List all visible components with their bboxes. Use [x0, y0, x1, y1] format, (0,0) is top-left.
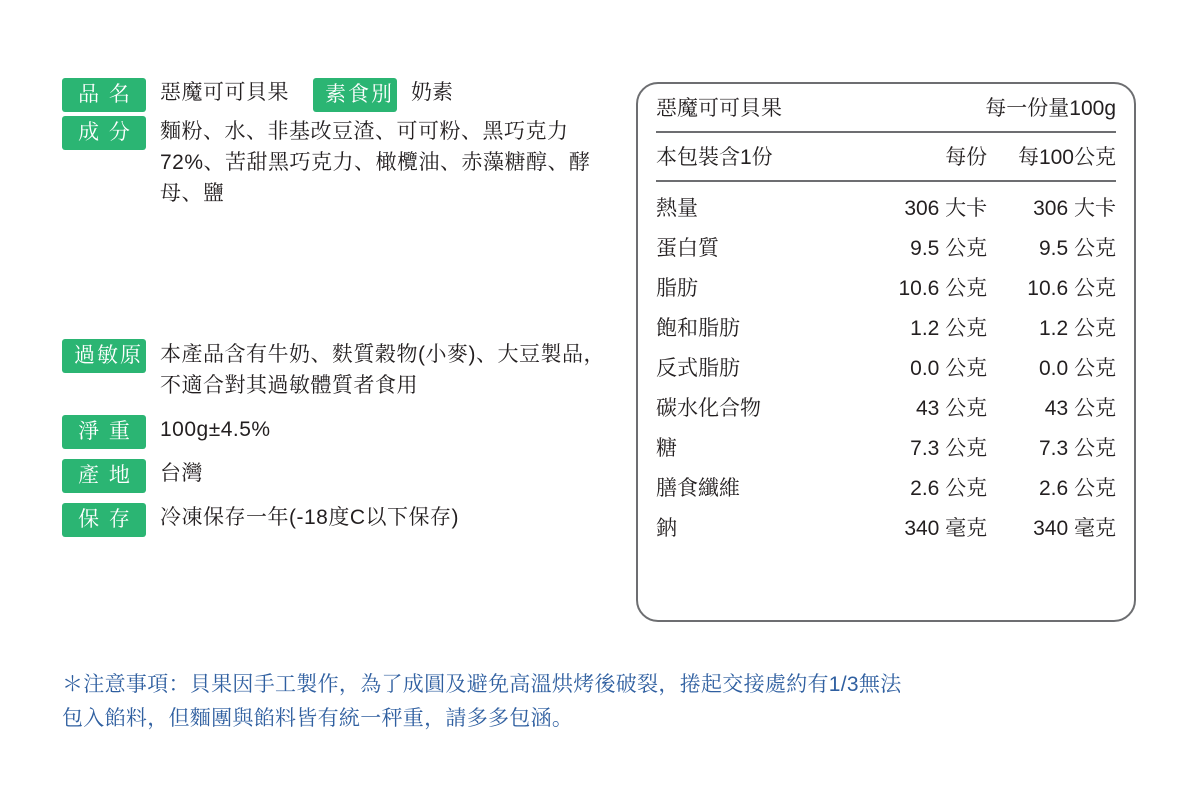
- nutrition-title: 惡魔可可貝果: [656, 84, 858, 132]
- label-product-name: 品 名: [62, 78, 146, 112]
- vegetarian-group: [313, 78, 453, 112]
- column-per-100g: 每100公克: [987, 132, 1116, 181]
- nutrition-serving-size: 每一份量100g: [858, 84, 1116, 132]
- value-net-weight: 100g±4.5%: [160, 418, 271, 441]
- nutrient-per-serving: 340 毫克: [904, 517, 988, 540]
- nutrient-name: 鈉: [656, 517, 677, 540]
- footnote-line-1: ＊注意事項：貝果因手工製作，為了成圓及避免高溫烘烤後破裂，捲起交接處約有1/3無法: [62, 673, 902, 696]
- nutrient-per-serving: 1.2 公克: [910, 317, 988, 340]
- label-allergen: 過敏原: [62, 339, 146, 373]
- nutrient-per-serving: 2.6 公克: [910, 477, 988, 500]
- ingredients-row: [62, 116, 622, 209]
- nutrient-per-100g: 306 大卡: [1033, 197, 1116, 220]
- product-info-block: [62, 78, 622, 541]
- nutrient-name: 蛋白質: [656, 237, 719, 260]
- label-vegetarian-type: 素食別: [313, 78, 397, 112]
- value-product-name: 惡魔可可貝果: [160, 81, 289, 104]
- value-storage: 冷凍保存一年(-18度C以下保存): [160, 506, 460, 529]
- nutrient-per-serving: 10.6 公克: [898, 277, 988, 300]
- table-row: [656, 267, 1116, 307]
- table-row: [656, 387, 1116, 427]
- value-origin: 台灣: [160, 462, 203, 485]
- net-weight-row: [62, 415, 622, 449]
- nutrition-table: [656, 84, 1116, 547]
- allergen-row: [62, 339, 622, 401]
- nutrient-name: 脂肪: [656, 277, 698, 300]
- nutrient-name: 反式脂肪: [656, 357, 740, 380]
- footnote-line-2: 包入餡料，但麵團與餡料皆有統一秤重，請多多包涵。: [62, 707, 574, 730]
- nutrient-per-100g: 2.6 公克: [1038, 477, 1116, 500]
- label-net-weight: 淨 重: [62, 415, 146, 449]
- nutrient-per-100g: 9.5 公克: [1038, 237, 1116, 260]
- table-row: [656, 307, 1116, 347]
- nutrient-name: 碳水化合物: [656, 397, 761, 420]
- nutrient-name: 膳食纖維: [656, 477, 740, 500]
- table-row: [656, 181, 1116, 227]
- value-allergen: 本產品含有牛奶、麩質穀物(小麥)、大豆製品，不適合對其過敏體質者食用: [160, 343, 605, 397]
- table-row: [656, 227, 1116, 267]
- nutrient-per-100g: 7.3 公克: [1038, 437, 1116, 460]
- product-name-row: [62, 78, 622, 112]
- value-vegetarian-type: 奶素: [411, 81, 453, 104]
- nutrient-per-serving: 7.3 公克: [910, 437, 988, 460]
- nutrition-facts-panel: [636, 82, 1136, 622]
- table-row: [656, 427, 1116, 467]
- nutrient-name: 熱量: [656, 197, 698, 220]
- label-origin: 產 地: [62, 459, 146, 493]
- nutrient-per-100g: 0.0 公克: [1038, 357, 1116, 380]
- nutrient-per-100g: 1.2 公克: [1038, 317, 1116, 340]
- name-and-vegetarian: [62, 78, 622, 112]
- vertical-spacer-2: [62, 405, 622, 415]
- nutrient-per-serving: 306 大卡: [904, 197, 988, 220]
- table-row: [656, 507, 1116, 547]
- nutrient-per-100g: 43 公克: [1044, 397, 1116, 420]
- label-storage: 保 存: [62, 503, 146, 537]
- table-row: [656, 347, 1116, 387]
- table-row: [656, 467, 1116, 507]
- nutrition-column-header-row: [656, 132, 1116, 181]
- package-servings: 本包裝含1份: [656, 132, 858, 181]
- vertical-spacer: [62, 213, 622, 339]
- nutrient-per-serving: 0.0 公克: [910, 357, 988, 380]
- nutrient-name: 飽和脂肪: [656, 317, 740, 340]
- nutrient-per-100g: 10.6 公克: [1027, 277, 1116, 300]
- nutrient-per-serving: 9.5 公克: [910, 237, 988, 260]
- origin-row: [62, 459, 622, 493]
- nutrient-per-serving: 43 公克: [915, 397, 988, 420]
- nutrient-per-100g: 340 毫克: [1033, 517, 1116, 540]
- label-ingredients: 成 分: [62, 116, 146, 150]
- value-ingredients: 麵粉、水、非基改豆渣、可可粉、黑巧克力72%、苦甜黑巧克力、橄欖油、赤藻糖醇、酵母、鹽: [160, 120, 591, 205]
- footnote: [62, 668, 1142, 736]
- column-per-serving: 每份: [858, 132, 987, 181]
- nutrition-header-row: [656, 84, 1116, 132]
- storage-row: [62, 503, 622, 537]
- nutrient-name: 糖: [656, 437, 677, 460]
